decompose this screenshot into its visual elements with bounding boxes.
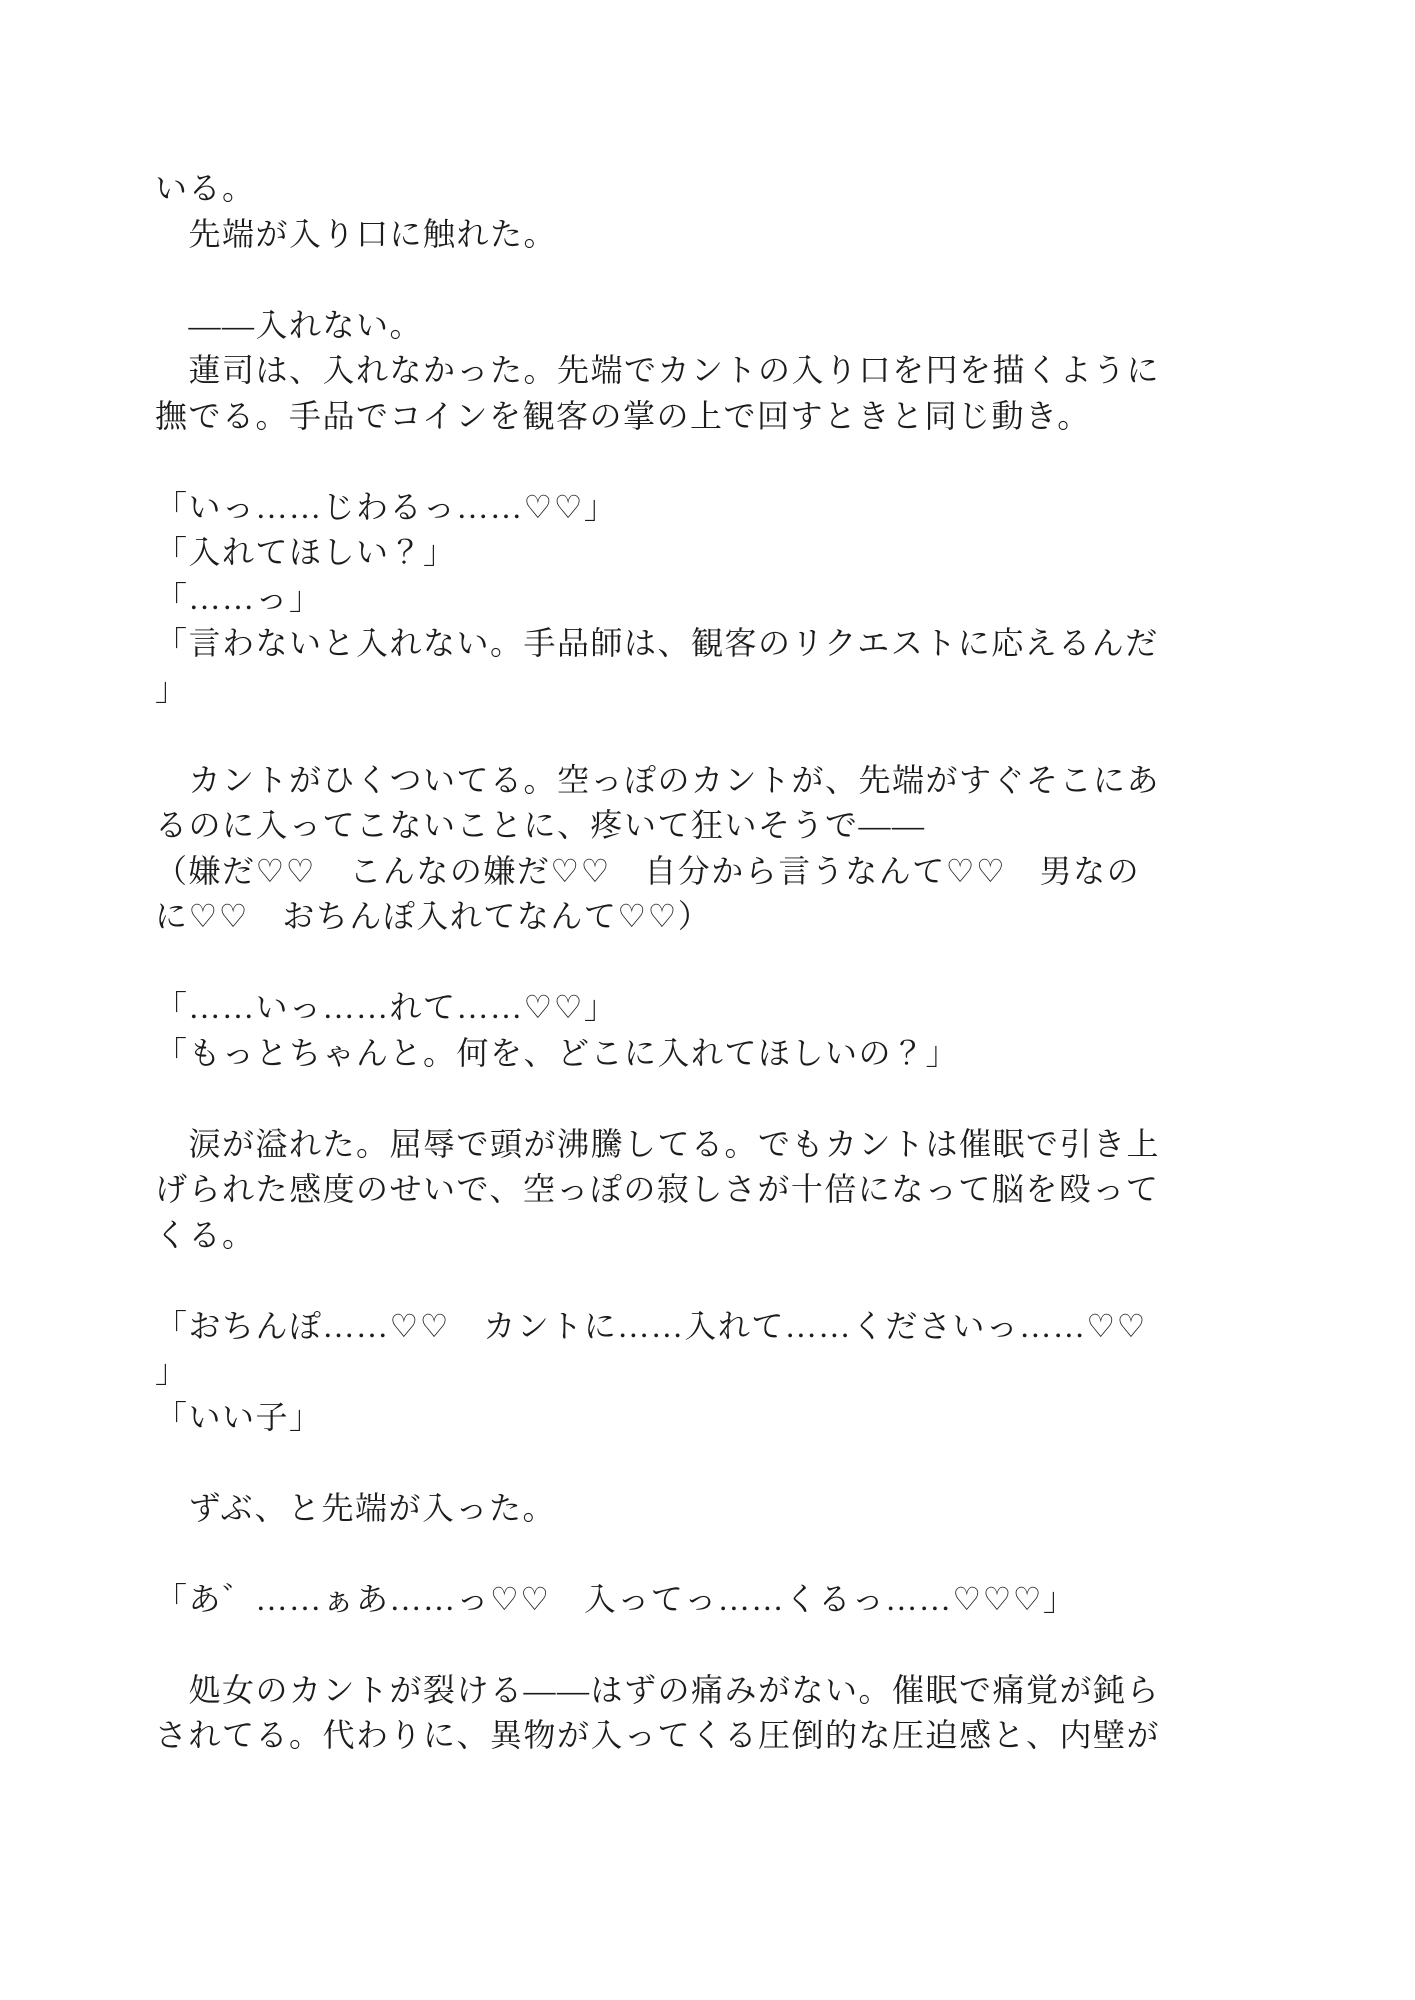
text-line: 涙が溢れた。屈辱で頭が沸騰してる。でもカントは催眠で引き上 xyxy=(155,1125,1161,1162)
text-line xyxy=(155,439,1305,485)
text-line xyxy=(155,1622,1305,1668)
text-line: （嫌だ♡♡ こんなの嫌だ♡♡ 自分から言うなんて♡♡ 男なの xyxy=(155,852,1141,889)
text-line: ——入れない。 xyxy=(155,306,424,343)
page-text xyxy=(155,166,1305,1759)
text-line: 「……っ」 xyxy=(155,579,323,616)
text-line: 「言わないと入れない。手品師は、観客のリクエストに応えるんだ xyxy=(155,625,1159,661)
text-line: るのに入ってこないことに、疼いて狂いそうで—— xyxy=(155,807,926,843)
text-line: 撫でる。手品でコインを観客の掌の上で回すときと同じ動き。 xyxy=(155,397,1091,434)
text-line: 「いっ……じわるっ……♡♡」 xyxy=(155,488,618,525)
text-line: 先端が入り口に触れた。 xyxy=(155,215,558,252)
text-line: げられた感度のせいで、空っぽの寂しさが十倍になって脳を殴って xyxy=(155,1171,1160,1207)
text-line: カントがひくついてる。空っぽのカントが、先端がすぐそこにあ xyxy=(155,761,1161,798)
text-line xyxy=(155,257,1305,303)
text-line: 「おちんぽ……♡♡ カントに……入れて……くださいっ……♡♡ xyxy=(155,1307,1147,1344)
text-line xyxy=(155,1440,1305,1486)
text-line xyxy=(155,1258,1305,1304)
text-line xyxy=(155,1531,1305,1577)
text-line: されてる。代わりに、異物が入ってくる圧倒的な圧迫感と、内壁が xyxy=(155,1717,1161,1753)
text-line xyxy=(155,940,1305,986)
text-line: 」 xyxy=(155,670,189,707)
text-line: 処女のカントが裂ける——はずの痛みがない。催眠で痛覚が鈍ら xyxy=(155,1671,1161,1708)
text-line: 「あ゛……ぁあ……っ♡♡ 入ってっ……くるっ……♡♡♡」 xyxy=(155,1580,1077,1617)
text-line: いる。 xyxy=(155,170,256,206)
text-line: ずぶ、と先端が入った。 xyxy=(155,1489,557,1526)
text-line: 「入れてほしい？」 xyxy=(155,534,457,570)
text-line: 蓮司は、入れなかった。先端でカントの入り口を円を描くように xyxy=(155,352,1161,388)
text-line: くる。 xyxy=(155,1216,256,1253)
text-line: 「いい子」 xyxy=(155,1398,323,1435)
text-line xyxy=(155,712,1305,758)
text-line: 「もっとちゃんと。何を、どこに入れてほしいの？」 xyxy=(155,1034,960,1071)
text-line: 」 xyxy=(155,1353,189,1389)
text-line: に♡♡ おちんぽ入れてなんて♡♡） xyxy=(155,898,712,934)
text-line: 「……いっ……れて……♡♡」 xyxy=(155,989,618,1025)
text-line xyxy=(155,1076,1305,1122)
